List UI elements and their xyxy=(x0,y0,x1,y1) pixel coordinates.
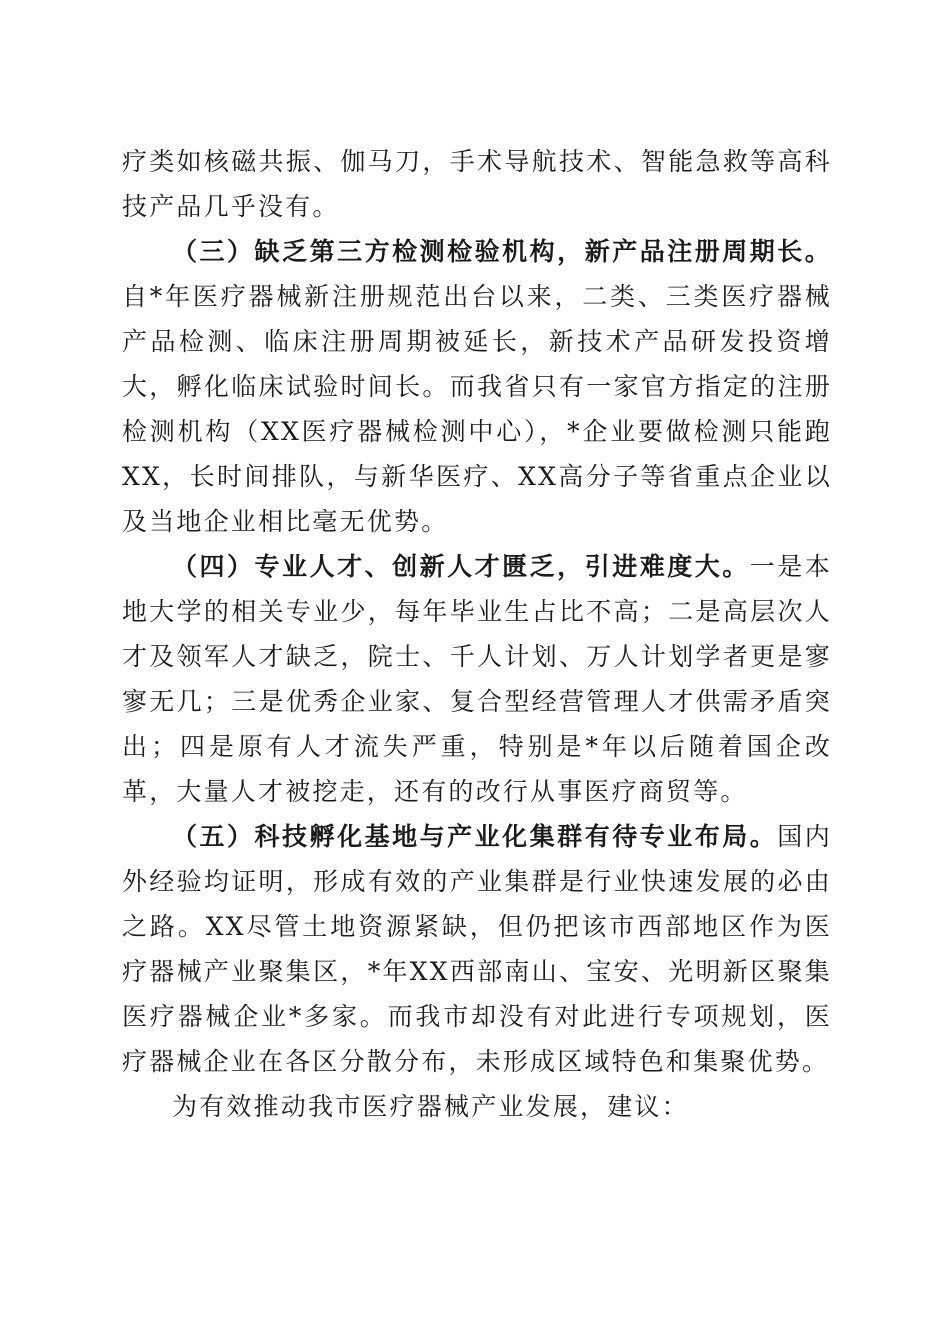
paragraph-text: 国内外经验均证明，形成有效的产业集群是行业快速发展的必由之路。XX尽管土地资源紧缺，但仍把该市西部地区作为医疗器械产业聚集区，*年XX西部南山、宝安、光明新区聚集医疗器械企业*多家。而我市却没有对此进行专项规划，医疗器械企业在各区分散分布，未形成区域特色和集聚优势。 xyxy=(122,822,832,1076)
paragraph-section-4 xyxy=(122,544,832,814)
section-heading: （四）专业人才、创新人才匮乏，引进难度大。 xyxy=(172,552,750,581)
paragraph-continuation xyxy=(122,139,832,229)
paragraph-section-3 xyxy=(122,229,832,544)
paragraph-text: 为有效推动我市医疗器械产业发展，建议： xyxy=(172,1092,689,1121)
paragraph-text: 一是本地大学的相关专业少，每年毕业生占比不高；二是高层次人才及领军人才缺乏，院士、千人计划、万人计划学者更是寥寥无几；三是优秀企业家、复合型经营管理人才供需矛盾突出；四是原有人才流失严重，特别是*年以后随着国企改革，大量人才被挖走，还有的改行从事医疗商贸等。 xyxy=(122,552,832,806)
section-heading: （三）缺乏第三方检测检验机构，新产品注册周期长。 xyxy=(172,237,832,266)
paragraph-section-5 xyxy=(122,814,832,1084)
paragraph-text: 自*年医疗器械新注册规范出台以来，二类、三类医疗器械产品检测、临床注册周期被延长，新技术产品研发投资增大，孵化临床试验时间长。而我省只有一家官方指定的注册检测机构（XX医疗器械检测中心），*企业要做检测只能跑XX，长时间排队，与新华医疗、XX高分子等省重点企业以及当地企业相比毫无优势。 xyxy=(122,282,832,536)
document-body xyxy=(122,139,832,1129)
paragraph-text: 疗类如核磁共振、伽马刀，手术导航技术、智能急救等高科技产品几乎没有。 xyxy=(122,147,832,221)
paragraph-closing xyxy=(122,1084,832,1129)
section-heading: （五）科技孵化基地与产业化集群有待专业布局。 xyxy=(172,822,778,851)
